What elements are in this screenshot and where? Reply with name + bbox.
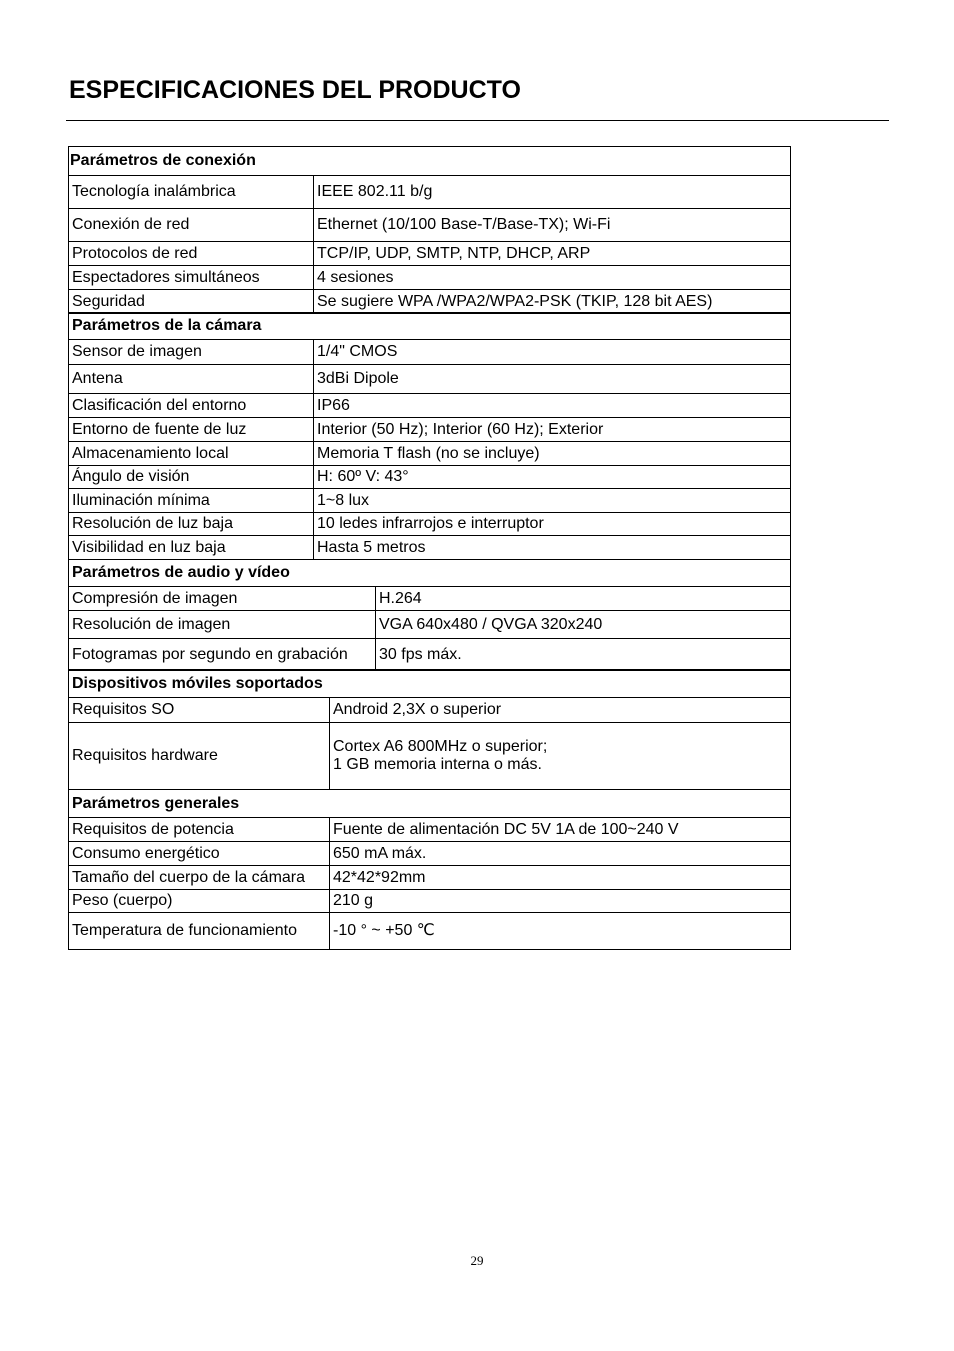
page-number: 29 [470, 1253, 484, 1268]
section-heading: Parámetros generales [69, 790, 791, 818]
spec-value: H: 60º V: 43° [314, 466, 791, 489]
spec-table-connection [68, 146, 791, 314]
spec-label: Compresión de imagen [69, 587, 376, 611]
section-heading: Parámetros de conexión [69, 147, 791, 176]
table-row [69, 723, 791, 790]
spec-label: Conexión de red [69, 209, 314, 242]
spec-value: H.264 [376, 587, 791, 611]
spec-value: Android 2,3X o superior [330, 698, 791, 723]
spec-value: Interior (50 Hz); Interior (60 Hz); Exterior [314, 418, 791, 442]
table-row [69, 890, 791, 913]
spec-value: TCP/IP, UDP, SMTP, NTP, DHCP, ARP [314, 242, 791, 266]
spec-label: Protocolos de red [69, 242, 314, 266]
spec-value: IP66 [314, 394, 791, 418]
table-row [69, 176, 791, 209]
table-row [69, 866, 791, 890]
section-header-row [69, 313, 791, 340]
table-row [69, 698, 791, 723]
spec-value: Hasta 5 metros [314, 536, 791, 560]
table-row [69, 466, 791, 489]
section-heading: Parámetros de la cámara [69, 313, 791, 340]
table-row [69, 536, 791, 560]
spec-value: 210 g [330, 890, 791, 913]
spec-table-audio-video [68, 559, 791, 671]
spec-label: Ángulo de visión [69, 466, 314, 489]
spec-label: Espectadores simultáneos [69, 266, 314, 290]
spec-label: Consumo energético [69, 842, 330, 866]
section-heading: Dispositivos móviles soportados [69, 670, 791, 698]
table-row [69, 290, 791, 314]
spec-label: Fotogramas por segundo en grabación [69, 639, 376, 671]
spec-label: Resolución de luz baja [69, 513, 314, 536]
table-row [69, 418, 791, 442]
section-header-row [69, 560, 791, 587]
spec-value: -10 ° ~ +50 ℃ [330, 913, 791, 950]
section-header-row [69, 147, 791, 176]
spec-value: IEEE 802.11 b/g [314, 176, 791, 209]
spec-label: Requisitos hardware [69, 723, 330, 790]
spec-label: Iluminación mínima [69, 489, 314, 513]
spec-value: 42*42*92mm [330, 866, 791, 890]
table-row [69, 639, 791, 671]
spec-value: 650 mA máx. [330, 842, 791, 866]
table-row [69, 489, 791, 513]
table-row [69, 266, 791, 290]
spec-value: Memoria T flash (no se incluye) [314, 442, 791, 466]
spec-label: Temperatura de funcionamiento [69, 913, 330, 950]
spec-value-line: Cortex A6 800MHz o superior; [333, 738, 548, 755]
spec-label: Visibilidad en luz baja [69, 536, 314, 560]
spec-table-general [68, 789, 791, 950]
spec-table-mobile [68, 669, 791, 790]
spec-label: Seguridad [69, 290, 314, 314]
table-row [69, 340, 791, 365]
section-header-row [69, 790, 791, 818]
spec-label: Tecnología inalámbrica [69, 176, 314, 209]
spec-label: Sensor de imagen [69, 340, 314, 365]
section-header-row [69, 670, 791, 698]
spec-label: Tamaño del cuerpo de la cámara [69, 866, 330, 890]
title-divider [66, 120, 889, 121]
spec-value: 4 sesiones [314, 266, 791, 290]
spec-label: Antena [69, 365, 314, 394]
spec-value: 1~8 lux [314, 489, 791, 513]
spec-value: 1/4" CMOS [314, 340, 791, 365]
spec-value: VGA 640x480 / QVGA 320x240 [376, 611, 791, 639]
spec-value: Fuente de alimentación DC 5V 1A de 100~240 V [330, 818, 791, 842]
table-row [69, 611, 791, 639]
spec-label: Peso (cuerpo) [69, 890, 330, 913]
spec-value: Se sugiere WPA /WPA2/WPA2-PSK (TKIP, 128 bit AES) [314, 290, 791, 314]
spec-value: Ethernet (10/100 Base-T/Base-TX); Wi-Fi [314, 209, 791, 242]
table-row [69, 513, 791, 536]
table-row [69, 842, 791, 866]
spec-label: Requisitos de potencia [69, 818, 330, 842]
spec-table-camera [68, 312, 791, 560]
spec-value-line: 1 GB memoria interna o más. [333, 756, 542, 773]
spec-label: Almacenamiento local [69, 442, 314, 466]
spec-label: Entorno de fuente de luz [69, 418, 314, 442]
spec-value [330, 723, 791, 790]
spec-label: Clasificación del entorno [69, 394, 314, 418]
table-row [69, 818, 791, 842]
spec-value: 3dBi Dipole [314, 365, 791, 394]
table-row [69, 442, 791, 466]
table-row [69, 913, 791, 950]
spec-label: Requisitos SO [69, 698, 330, 723]
table-row [69, 394, 791, 418]
table-row [69, 209, 791, 242]
spec-value: 30 fps máx. [376, 639, 791, 671]
section-heading: Parámetros de audio y vídeo [69, 560, 791, 587]
spec-label: Resolución de imagen [69, 611, 376, 639]
table-row [69, 587, 791, 611]
page-title: ESPECIFICACIONES DEL PRODUCTO [69, 76, 521, 104]
table-row [69, 242, 791, 266]
spec-value: 10 ledes infrarrojos e interruptor [314, 513, 791, 536]
table-row [69, 365, 791, 394]
